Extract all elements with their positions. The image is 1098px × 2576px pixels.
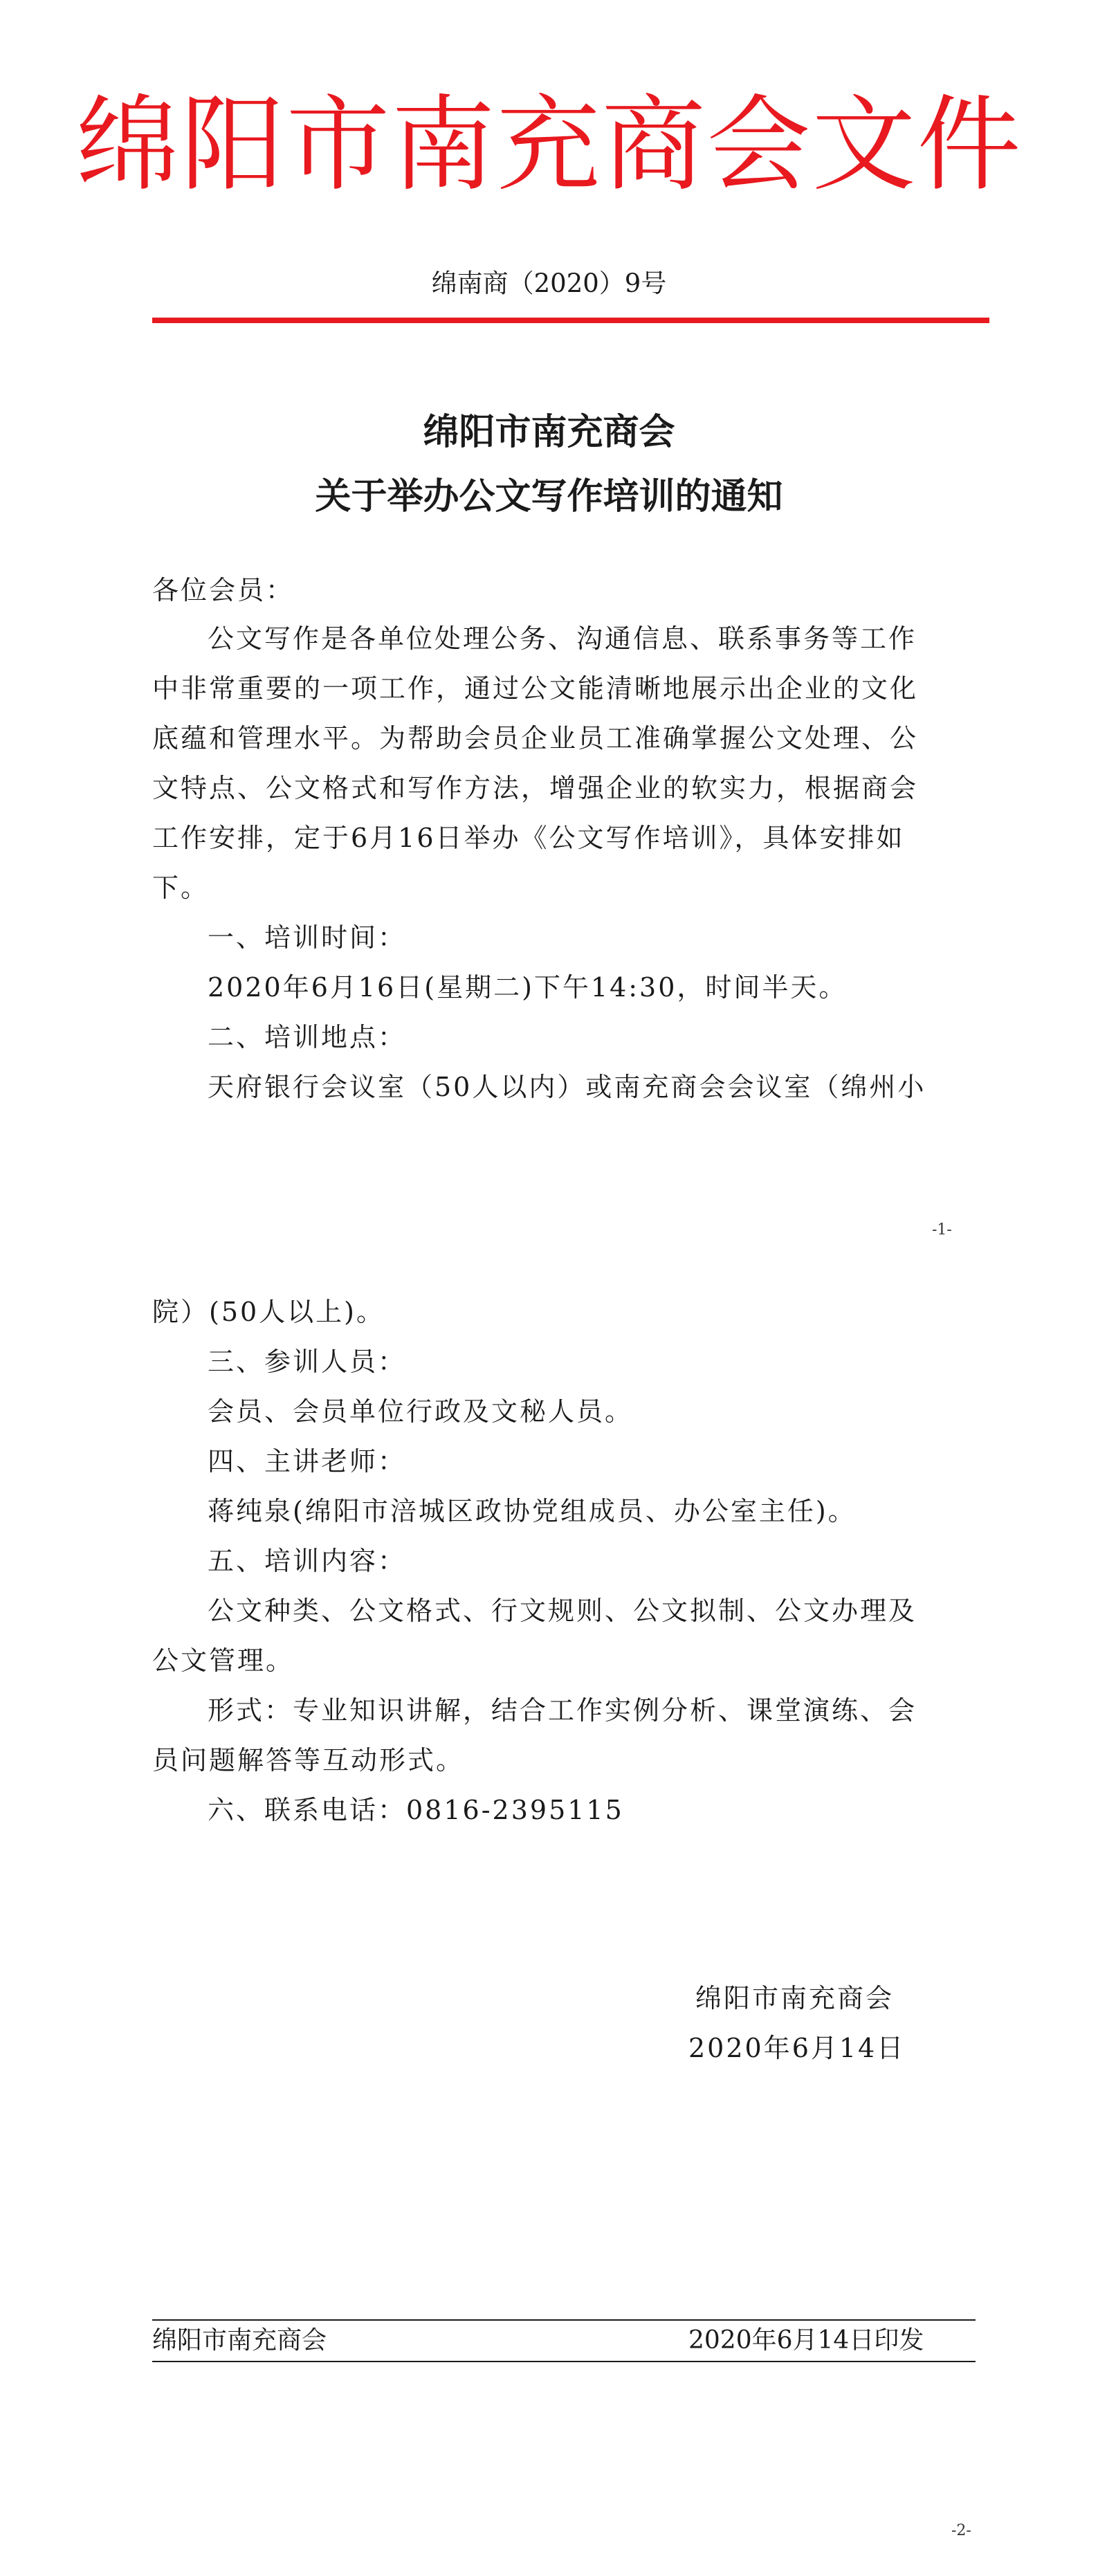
page-1 — [0, 0, 1098, 1287]
intro-line-6: 下。 — [152, 873, 210, 903]
document-number: 绵南商（2020）9号 — [431, 268, 667, 298]
signature-date: 2020年6月14日 — [688, 2033, 906, 2063]
notice-title-line-2: 关于举办公文写作培训的通知 — [315, 475, 783, 518]
footer-bottom-rule — [152, 2361, 976, 2362]
red-header-rule — [152, 318, 989, 323]
footer-issue-date: 2020年6月14日印发 — [688, 2326, 924, 2355]
section-2-heading: 二、培训地点： — [208, 1022, 407, 1052]
intro-line-4: 文特点、公文格式和写作方法，增强企业的软实力，根据商会 — [152, 773, 919, 803]
section-5-content-line-1: 公文种类、公文格式、行文规则、公文拟制、公文办理及 — [208, 1596, 917, 1626]
document-header-title: 绵阳市南充商会文件 — [75, 85, 1023, 205]
section-4-content: 蒋纯泉(绵阳市涪城区政协党组成员、办公室主任)。 — [208, 1496, 857, 1526]
signature-org: 绵阳市南充商会 — [695, 1983, 895, 2013]
section-2-content-line-1: 天府银行会议室（50人以内）或南充商会会议室（绵州小 — [208, 1072, 926, 1102]
page-number-2: -2- — [951, 2522, 971, 2539]
section-5-content-line-2: 公文管理。 — [152, 1645, 295, 1676]
section-5-form-line-2: 员问题解答等互动形式。 — [152, 1745, 465, 1775]
section-1-heading: 一、培训时间： — [208, 922, 407, 953]
intro-line-5: 工作安排，定于6月16日举办《公文写作培训》，具体安排如 — [152, 823, 905, 853]
salutation: 各位会员： — [152, 575, 295, 605]
footer-org: 绵阳市南充商会 — [152, 2326, 327, 2355]
section-4-heading: 四、主讲老师： — [208, 1446, 407, 1477]
section-5-form-line-1: 形式：专业知识讲解，结合工作实例分析、课堂演练、会 — [208, 1695, 917, 1726]
section-3-heading: 三、参训人员： — [208, 1346, 407, 1377]
section-3-content: 会员、会员单位行政及文秘人员。 — [208, 1396, 634, 1427]
page-number-1: -1- — [932, 1221, 952, 1239]
page-2 — [0, 1287, 1098, 2576]
intro-line-1: 公文写作是各单位处理公务、沟通信息、联系事务等工作 — [208, 623, 917, 654]
section-5-heading: 五、培训内容： — [208, 1546, 407, 1576]
footer-top-rule — [152, 2319, 976, 2321]
intro-line-2: 中非常重要的一项工作，通过公文能清晰地展示出企业的文化 — [152, 673, 919, 704]
intro-line-3: 底蕴和管理水平。为帮助会员企业员工准确掌握公文处理、公 — [152, 723, 919, 753]
notice-title-line-1: 绵阳市南充商会 — [423, 411, 675, 453]
section-2-content-line-2: 院）(50人以上)。 — [152, 1297, 385, 1327]
section-6-contact: 六、联系电话：0816-2395115 — [208, 1795, 624, 1825]
section-1-content: 2020年6月16日(星期二)下午14:30，时间半天。 — [208, 972, 848, 1003]
